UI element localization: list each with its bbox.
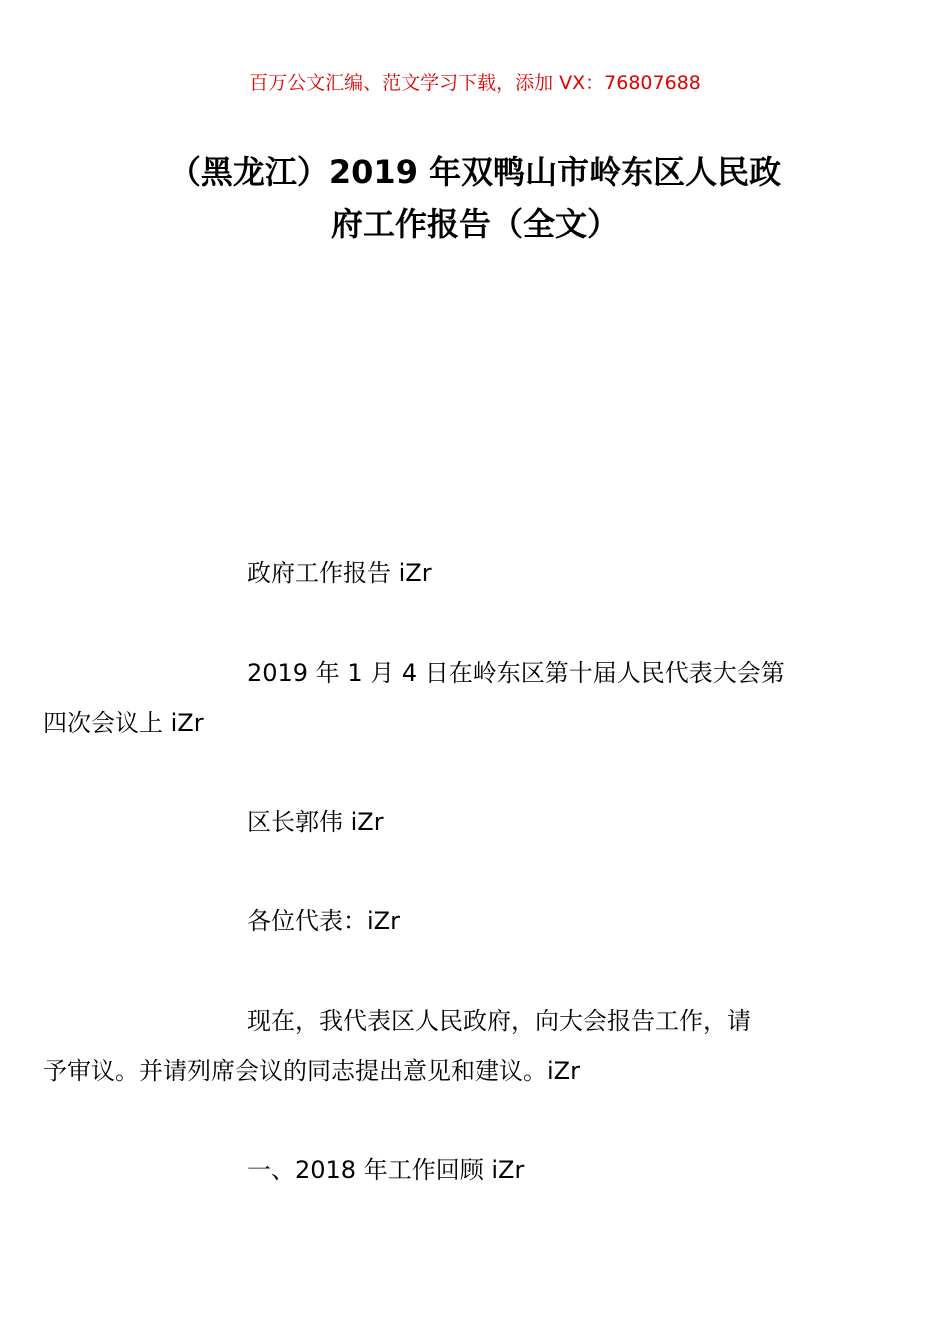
- meeting-info-line-1: 2019 年 1 月 4 日在岭东区第十届人民代表大会第: [247, 659, 785, 687]
- paragraph-speaker: 区长郭伟 iZr: [247, 808, 384, 836]
- section-heading-review: 一、2018 年工作回顾 iZr: [247, 1156, 525, 1184]
- header-note: 百万公文汇编、范文学习下载，添加 VX：76807688: [249, 72, 701, 94]
- intro-line-2: 予审议。并请列席会议的同志提出意见和建议。iZr: [43, 1057, 580, 1085]
- intro-line-1: 现在，我代表区人民政府，向大会报告工作，请: [247, 1007, 751, 1035]
- paragraph-salutation: 各位代表：iZr: [247, 907, 400, 935]
- paragraph-report-heading: 政府工作报告 iZr: [247, 559, 432, 587]
- meeting-info-line-2: 四次会议上 iZr: [43, 709, 204, 737]
- title-line-2: 府工作报告（全文）: [330, 205, 619, 243]
- document-title: [145, 146, 805, 250]
- paragraph-meeting-info: [43, 648, 810, 748]
- paragraph-intro: [43, 996, 810, 1096]
- title-line-1: （黑龙江）2019 年双鸭山市岭东区人民政: [168, 153, 782, 191]
